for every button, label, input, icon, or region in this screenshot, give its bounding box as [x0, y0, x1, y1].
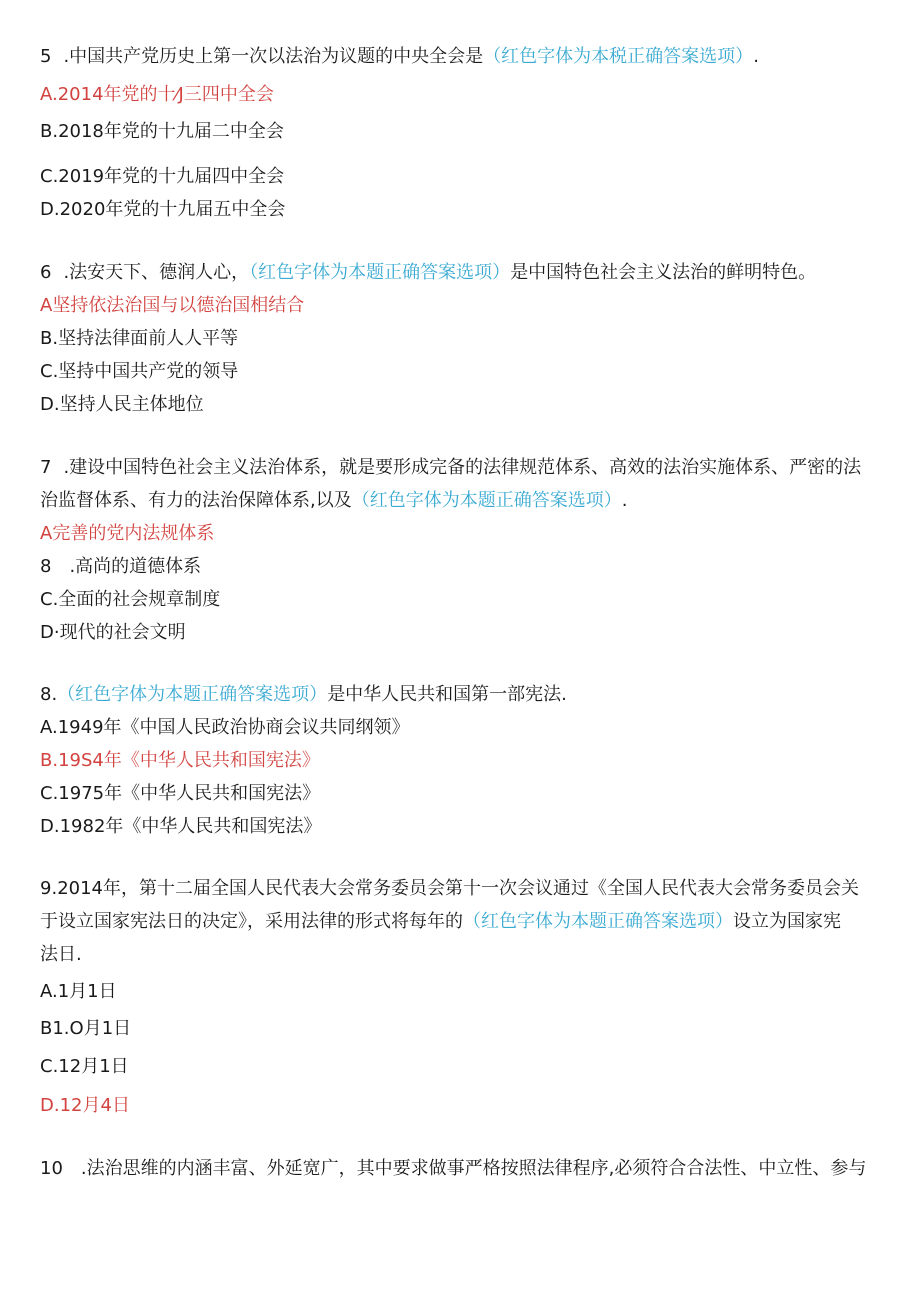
question-text: 是中华人民共和国第一部宪法. — [327, 684, 567, 705]
answer-placeholder: （红色字体为本题正确答案选项） — [351, 490, 622, 511]
question-number: 10 — [40, 1158, 63, 1179]
question-8-option-d: D.1982年《中华人民共和国宪法》 — [40, 816, 322, 837]
question-9-option-d: D.12月4日 — [40, 1095, 130, 1116]
question-5-option-b: B.2018年党的十九届二中全会 — [40, 121, 284, 142]
question-7-stem-line-2 — [40, 490, 890, 512]
question-8-option-c: C.1975年《中华人民共和国宪法》 — [40, 783, 321, 804]
question-9-stem-line-3: 法日. — [40, 944, 82, 965]
question-text: .建设中国特色社会主义法治体系，就是要形成完备的法律规范体系、高效的法治实施体系、严密的法 — [63, 457, 862, 478]
question-10-stem — [40, 1158, 890, 1180]
question-text: .法安天下、德润人心， — [63, 262, 250, 283]
question-number: 6 — [40, 262, 52, 283]
question-6-option-a: A坚持依法治国与以德治国相结合 — [40, 295, 305, 316]
question-number: 9. — [40, 878, 58, 899]
question-8-option-a: A.1949年《中国人民政治协商会议共同纲领》 — [40, 717, 410, 738]
question-5-option-a: A.2014年党的十⁄J三四中全会 — [40, 84, 274, 105]
question-6-option-d: D.坚持人民主体地位 — [40, 394, 204, 415]
question-6-option-c: C.坚持中国共产党的领导 — [40, 361, 239, 382]
question-5-stem — [40, 46, 890, 68]
question-7-stem-line-1 — [40, 457, 890, 479]
question-9-option-c: C.12月1日 — [40, 1056, 129, 1077]
answer-placeholder: （红色字体为本题正确答案选项） — [57, 684, 328, 705]
question-text-end: . — [753, 46, 759, 67]
question-number: 5 — [40, 46, 52, 67]
question-text-end: . — [621, 490, 628, 511]
question-9-stem-line-1 — [40, 878, 890, 900]
question-text: 2014年，第十二届全国人民代表大会常务委员会第十一次会议通过《全国人民代表大会常务委员会关 — [57, 878, 859, 899]
question-number: 7 — [40, 457, 52, 478]
question-8-stem — [40, 684, 890, 706]
question-7-option-b: 8 .高尚的道德体系 — [40, 556, 202, 577]
question-7-option-a: A完善的党内法规体系 — [40, 523, 215, 544]
question-9-option-b: B1.O月1日 — [40, 1018, 132, 1039]
question-6-stem — [40, 262, 890, 284]
question-text: .法治思维的内涵丰富、外延宽广，其中要求做事严格按照法律程序,必须符合合法性、中立性、参与 — [62, 1158, 867, 1179]
question-8-option-b: B.19S4年《中华人民共和国宪法》 — [40, 750, 320, 771]
question-5-option-d: D.2020年党的十九届五中全会 — [40, 199, 286, 220]
question-number: 8. — [40, 684, 58, 705]
answer-placeholder: （红色字体为本题正确答案选项） — [463, 911, 733, 932]
question-text: 于设立国家宪法日的决定》，采用法律的形式将每年的 — [40, 911, 463, 932]
question-9-stem-line-2 — [40, 911, 890, 933]
question-6-option-b: B.坚持法律面前人人平等 — [40, 328, 239, 349]
question-text: 治监督体系、有力的法治保障体系,以及 — [40, 490, 352, 511]
question-text-end: 设立为国家宪 — [733, 911, 841, 932]
question-9-option-a: A.1月1日 — [40, 981, 117, 1002]
answer-placeholder: （红色字体为本税正确答案选项） — [483, 46, 754, 67]
answer-placeholder: （红色字体为本题正确答案选项） — [249, 262, 511, 283]
question-text-end: 是中国特色社会主义法治的鲜明特色。 — [510, 262, 817, 283]
question-text: .中国共产党历史上第一次以法治为议题的中央全会是 — [63, 46, 484, 67]
question-7-option-c: C.全面的社会规章制度 — [40, 589, 221, 610]
question-5-option-c: C.2019年党的十九届四中全会 — [40, 166, 285, 187]
question-7-option-d: D·现代的社会文明 — [40, 622, 186, 643]
